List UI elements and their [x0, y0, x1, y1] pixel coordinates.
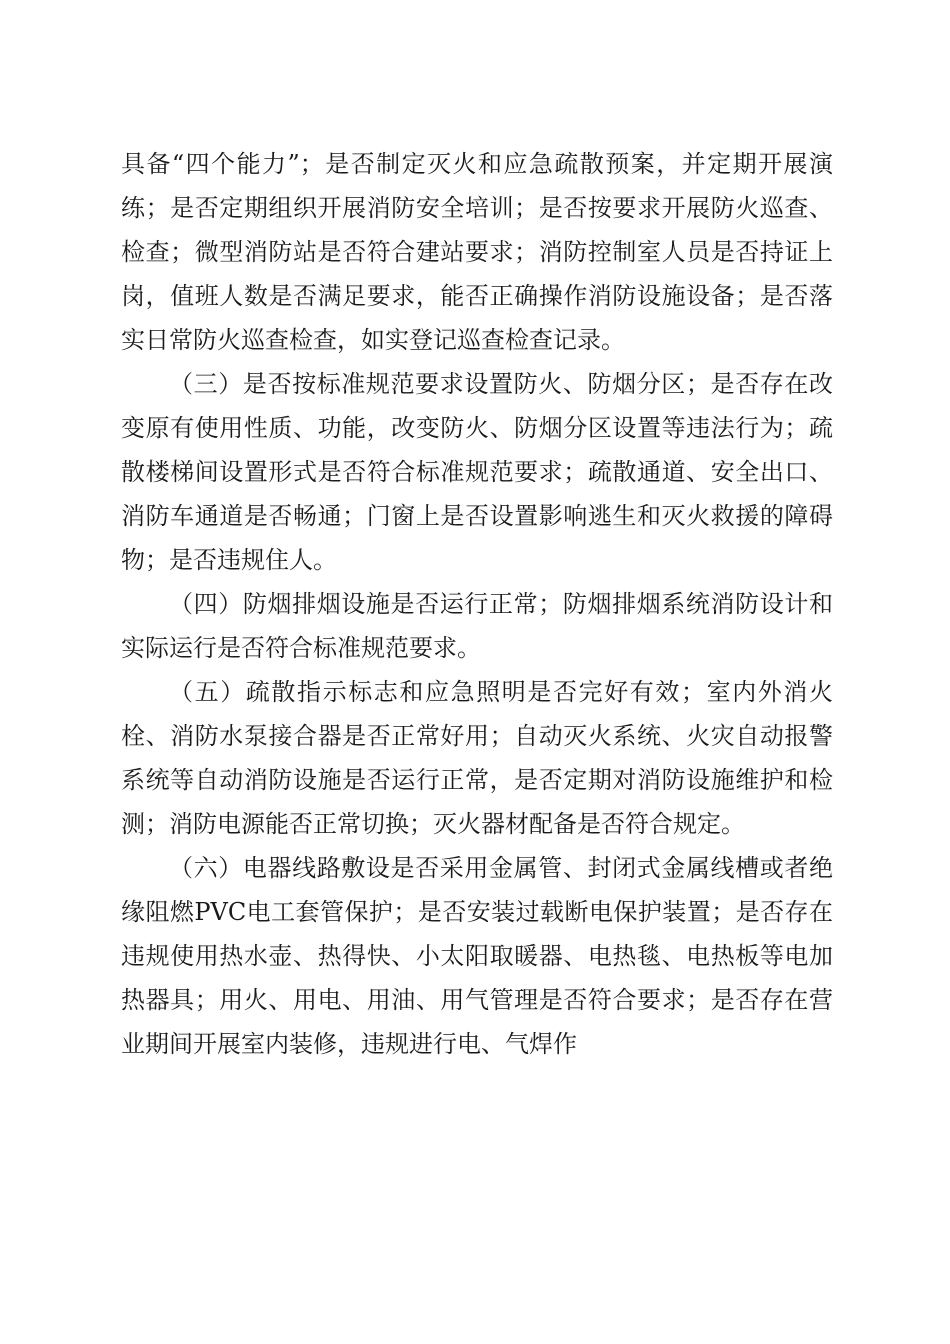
- paragraph-item-4: （四）防烟排烟设施是否运行正常；防烟排烟系统消防设计和实际运行是否符合标准规范要求。: [121, 590, 833, 662]
- paragraph-item-3: （三）是否按标准规范要求设置防火、防烟分区；是否存在改变原有使用性质、功能，改变防火、防烟分区设置等违法行为；疏散楼梯间设置形式是否符合标准规范要求；疏散通道、安全出口、消防车通道是否畅通；门窗上是否设置影响逃生和灭火救援的障碍物；是否违规住人。: [121, 370, 833, 574]
- paragraph-item-6: （六）电器线路敷设是否采用金属管、封闭式金属线槽或者绝缘阻燃PVC电工套管保护；是否安装过载断电保护装置；是否存在违规使用热水壶、热得快、小太阳取暖器、电热毯、电热板等电加热器具；用火、用电、用油、用气管理是否符合要求；是否存在营业期间开展室内装修，违规进行电、气焊作: [121, 854, 833, 1058]
- document-body: [121, 142, 833, 1066]
- paragraph-continuation: 具备“四个能力”；是否制定灭火和应急疏散预案，并定期开展演练；是否定期组织开展消防安全培训；是否按要求开展防火巡查、检查；微型消防站是否符合建站要求；消防控制室人员是否持证上岗，值班人数是否满足要求，能否正确操作消防设施设备；是否落实日常防火巡查检查，如实登记巡查检查记录。: [121, 150, 833, 354]
- paragraph-item-5: （五）疏散指示标志和应急照明是否完好有效；室内外消火栓、消防水泵接合器是否正常好用；自动灭火系统、火灾自动报警系统等自动消防设施是否运行正常，是否定期对消防设施维护和检测；消防电源能否正常切换；灭火器材配备是否符合规定。: [121, 678, 833, 838]
